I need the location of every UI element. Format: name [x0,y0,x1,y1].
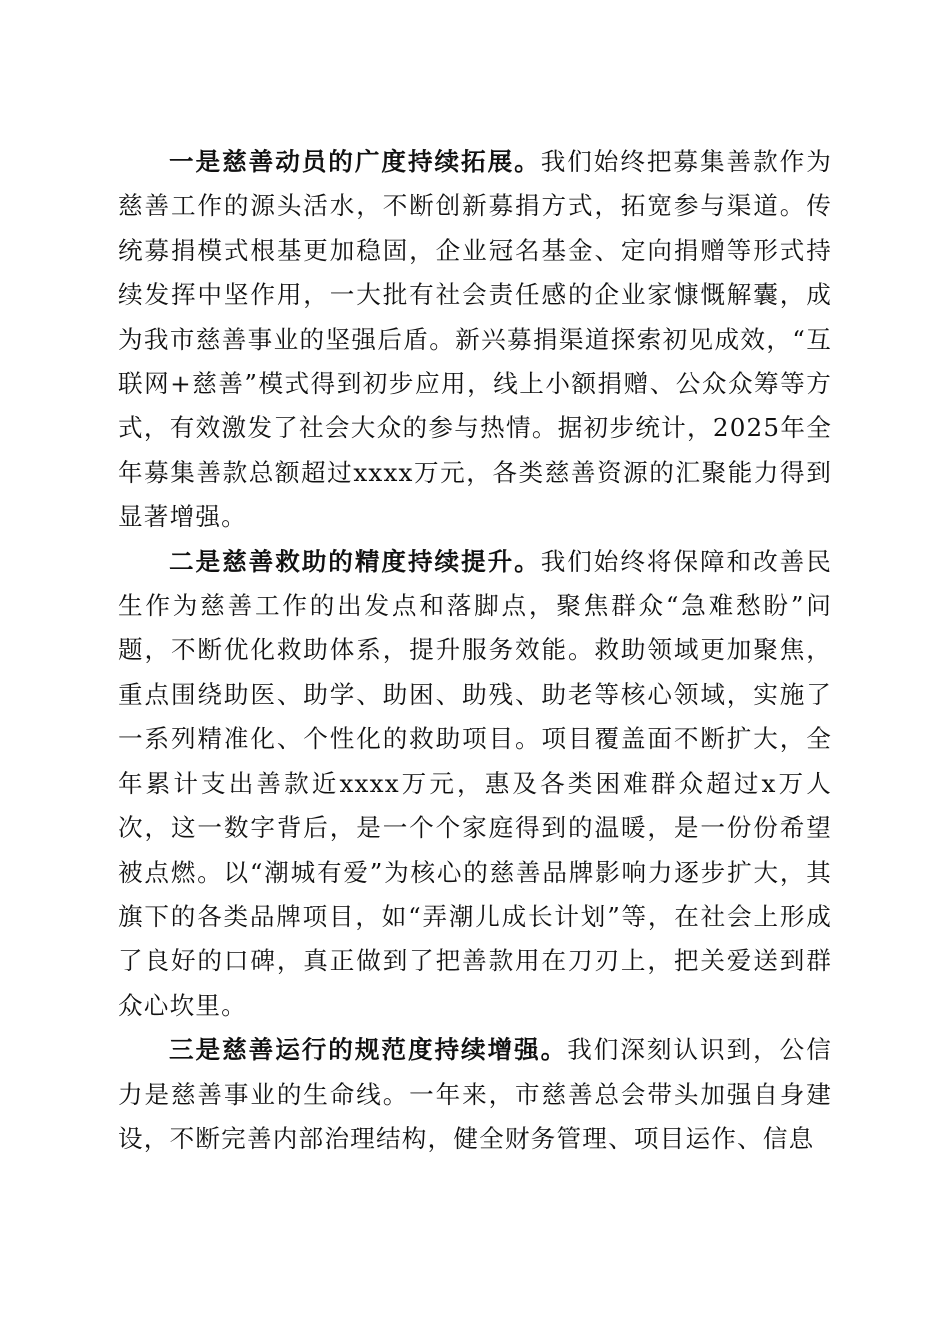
paragraph-heading: 二是慈善救助的精度持续提升。 [169,546,541,576]
paragraph-operation [118,1028,832,1161]
paragraph-text: 我们始终将保障和改善民生作为慈善工作的出发点和落脚点，聚焦群众“急难愁盼”问题，不断优化救助体系，提升服务效能。救助领域更加聚焦，重点围绕助医、助学、助困、助残、助老等核心领域，实施了一系列精准化、个性化的救助项目。项目覆盖面不断扩大，全年累计支出善款近xxxx万元，惠及各类困难群众超过x万人次，这一数字背后，是一个个家庭得到的温暖，是一份份希望被点燃。以“潮城有爱”为核心的慈善品牌影响力逐步扩大，其旗下的各类品牌项目，如“弄潮儿成长计划”等，在社会上形成了良好的口碑，真正做到了把善款用在刀刃上，把关爱送到群众心坎里。 [118,546,832,1020]
paragraph-heading: 三是慈善运行的规范度持续增强。 [169,1035,568,1065]
paragraph-heading: 一是慈善动员的广度持续拓展。 [169,147,541,176]
paragraph-text: 我们深刻认识到，公信力是慈善事业的生命线。一年来，市慈善总会带头加强自身建设，不断完善内部治理结构，健全财务管理、项目运作、信息 [118,1035,832,1153]
document-body [118,140,832,1161]
paragraph-mobilization [118,140,832,540]
paragraph-assistance [118,540,832,1028]
paragraph-text: 我们始终把募集善款作为慈善工作的源头活水，不断创新募捐方式，拓宽参与渠道。传统募捐模式根基更加稳固，企业冠名基金、定向捐赠等形式持续发挥中坚作用，一大批有社会责任感的企业家慷慨解囊，成为我市慈善事业的坚强后盾。新兴募捐渠道探索初见成效，“互联网+慈善”模式得到初步应用，线上小额捐赠、公众众筹等方式，有效激发了社会大众的参与热情。据初步统计，2025年全年募集善款总额超过xxxx万元，各类慈善资源的汇聚能力得到显著增强。 [118,147,832,532]
